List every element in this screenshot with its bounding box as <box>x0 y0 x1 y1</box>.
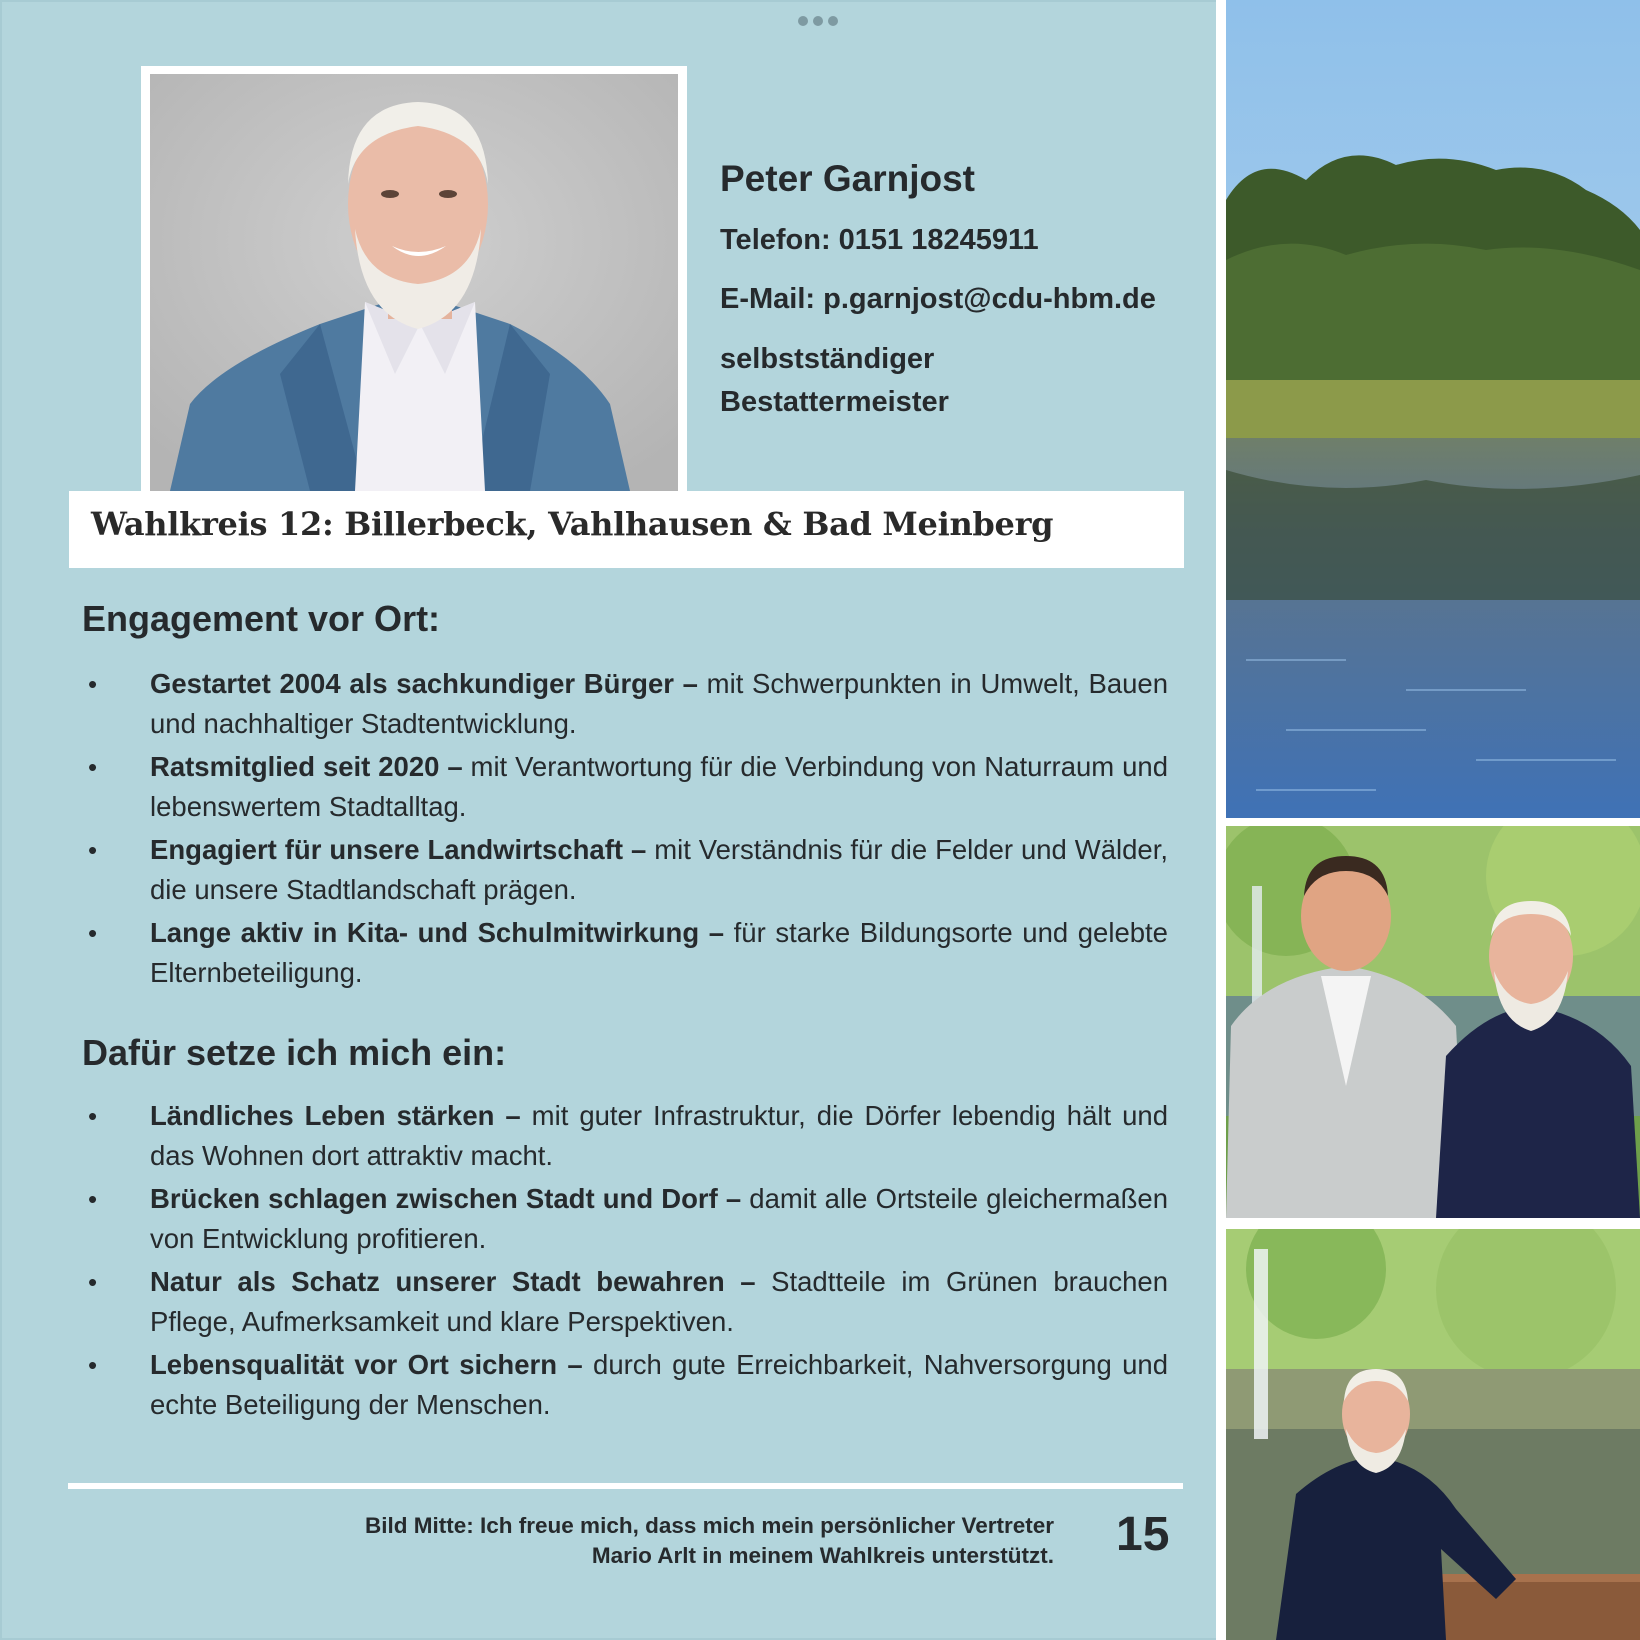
bullet-icon: • <box>88 1350 98 1380</box>
list-item: • Natur als Schatz unserer Stadt bewahren – Stadtteile im Grünen brauchen Pflege, Aufmerksamkeit und klare Perspektiven. <box>82 1262 1168 1342</box>
footer-divider <box>68 1483 1183 1489</box>
photo-with-representative <box>1226 826 1640 1218</box>
list-item: • Gestartet 2004 als sachkundiger Bürger – mit Schwerpunkten in Umwelt, Bauen und nachhaltiger Stadtentwicklung. <box>82 664 1168 744</box>
bullet-icon: • <box>88 669 98 699</box>
more-options-icon[interactable] <box>798 16 838 26</box>
lakeside-dock-photo <box>1226 1229 1640 1640</box>
list-item: • Ratsmitglied seit 2020 – mit Verantwortung für die Verbindung von Naturraum und lebenswertem Stadtalltag. <box>82 747 1168 827</box>
bullet-icon: • <box>88 1184 98 1214</box>
engagement-list <box>82 664 1168 996</box>
district-label: Wahlkreis 12: Billerbeck, Vahlhausen & Bad Meinberg <box>91 505 1054 543</box>
list-item: • Ländliches Leben stärken – mit guter Infrastruktur, die Dörfer lebendig hält und das Wohnen dort attraktiv macht. <box>82 1096 1168 1176</box>
bullet-icon: • <box>88 1267 98 1297</box>
page-number: 15 <box>1116 1508 1170 1561</box>
engagement-heading: Engagement vor Ort: <box>82 598 441 639</box>
caption-line1: Bild Mitte: Ich freue mich, dass mich mein persönlicher Vertreter <box>365 1513 1054 1538</box>
email-address[interactable]: E-Mail: p.garnjost@cdu-hbm.de <box>720 283 1156 315</box>
commitment-heading: Dafür setze ich mich ein: <box>82 1032 507 1073</box>
job-title-line1: selbstständiger <box>720 343 935 375</box>
phone-number[interactable]: Telefon: 0151 18245911 <box>720 224 1039 256</box>
photo-caption <box>200 1511 1054 1571</box>
bullet-icon: • <box>88 1101 98 1131</box>
commitment-list <box>82 1096 1168 1428</box>
district-banner <box>69 491 1184 568</box>
bullet-icon: • <box>88 752 98 782</box>
list-item: • Lebensqualität vor Ort sichern – durch gute Erreichbarkeit, Nahversorgung und echte Beteiligung der Menschen. <box>82 1345 1168 1425</box>
job-title <box>720 338 1200 424</box>
caption-line2: Mario Arlt in meinem Wahlkreis unterstützt. <box>591 1543 1054 1568</box>
portrait-photo <box>150 74 678 491</box>
candidate-name: Peter Garnjost <box>720 158 975 199</box>
list-item: • Engagiert für unsere Landwirtschaft – mit Verständnis für die Felder und Wälder, die unsere Stadtlandschaft prägen. <box>82 830 1168 910</box>
bullet-icon: • <box>88 835 98 865</box>
contact-info <box>720 158 1200 424</box>
job-title-line2: Bestattermeister <box>720 386 949 418</box>
lake-landscape-photo <box>1226 0 1640 818</box>
bullet-icon: • <box>88 918 98 948</box>
list-item: • Lange aktiv in Kita- und Schulmitwirkung – für starke Bildungsorte und gelebte Elternbeteiligung. <box>82 913 1168 993</box>
list-item: • Brücken schlagen zwischen Stadt und Dorf – damit alle Ortsteile gleichermaßen von Entwicklung profitieren. <box>82 1179 1168 1259</box>
